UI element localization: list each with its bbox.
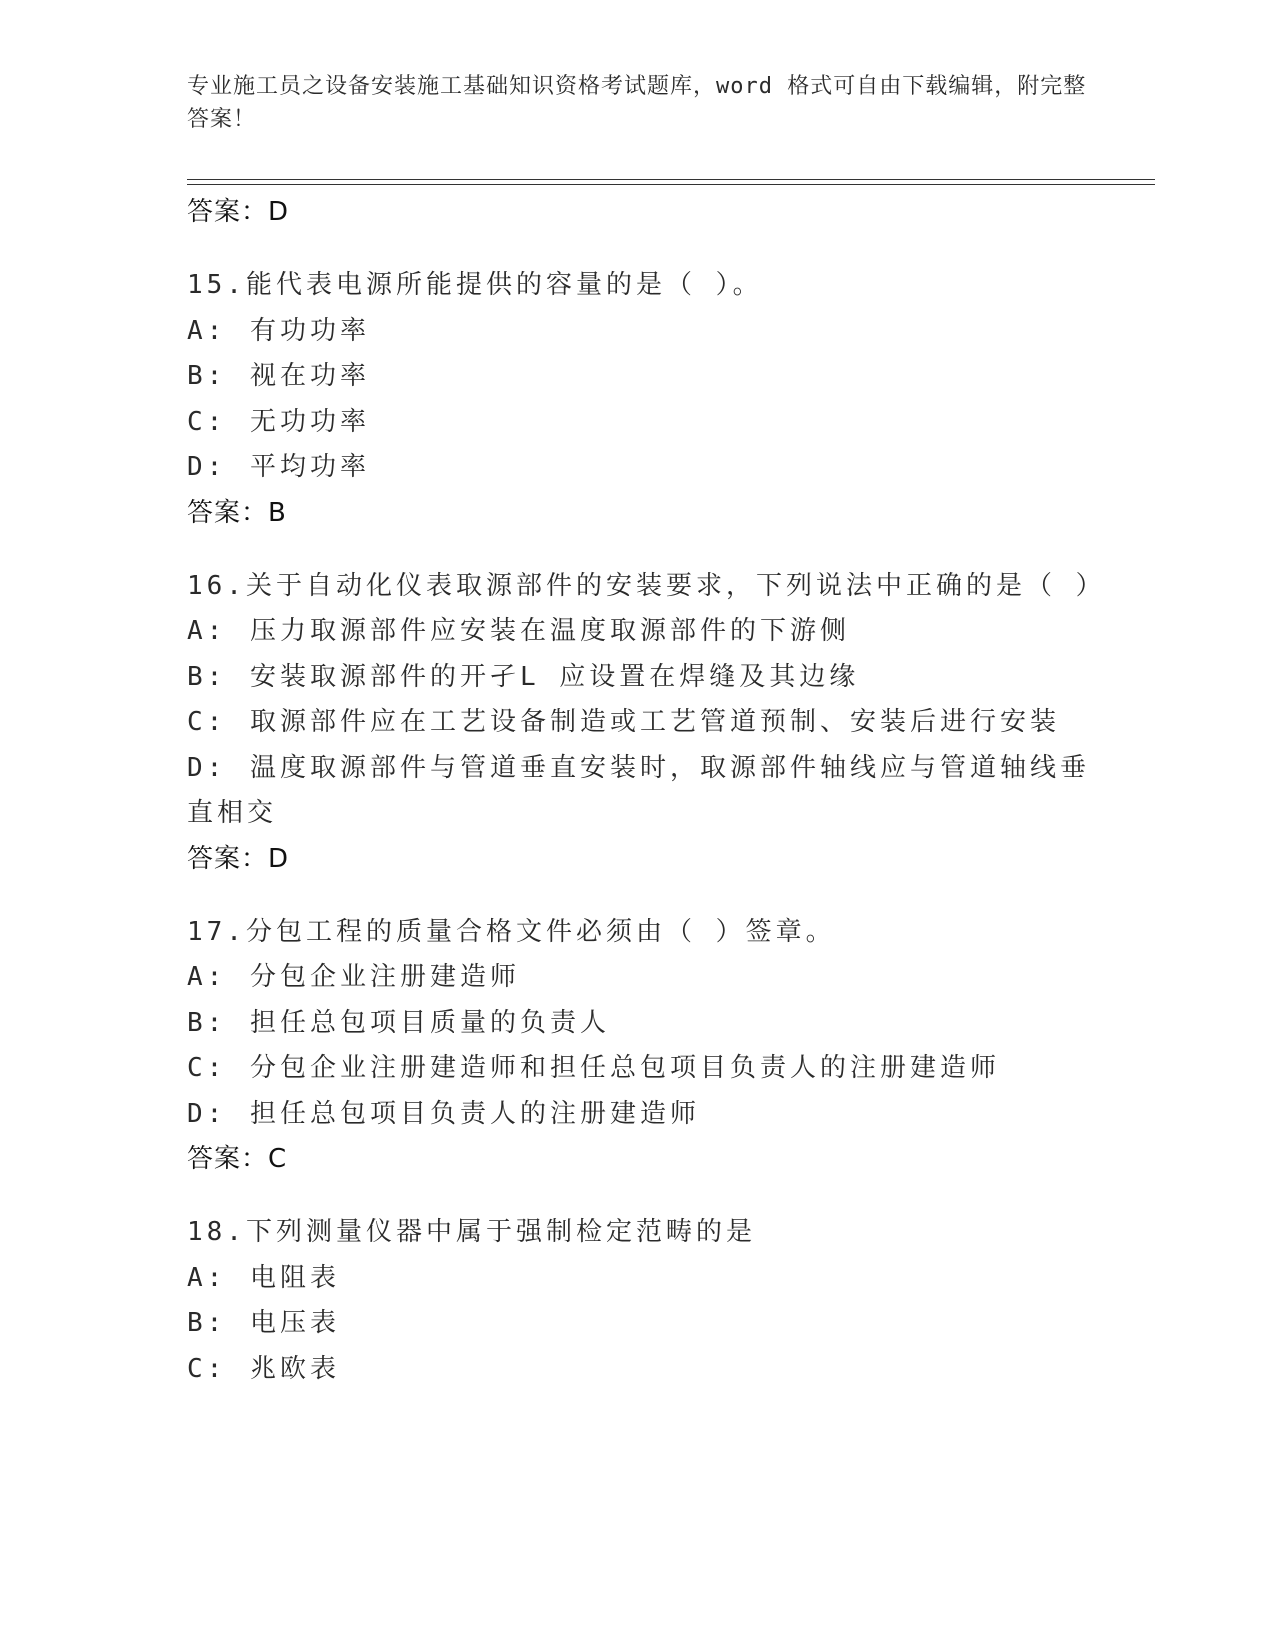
question-stem [187, 910, 1107, 956]
question-stem [187, 1210, 1107, 1256]
option-b [187, 1001, 1107, 1047]
question-number: 17. [187, 916, 246, 947]
option-label: A: [187, 1262, 227, 1293]
option-label: D: [187, 452, 227, 482]
option-text: 视在功率 [249, 361, 370, 391]
question-number: 18. [187, 1217, 246, 1247]
option-c [187, 700, 1107, 746]
question-stem [187, 263, 1107, 309]
option-text: 电压表 [249, 1308, 340, 1338]
option-d [187, 746, 1107, 837]
option-b [187, 354, 1107, 400]
option-text: 安装取源部件的开孑L 应设置在焊缝及其边缘 [249, 661, 860, 692]
option-text: 担任总包项目质量的负责人 [249, 1007, 610, 1038]
option-text: 平均功率 [249, 452, 370, 482]
option-text: 电阻表 [249, 1262, 340, 1293]
header-rule-bottom [187, 184, 1155, 185]
answer-line: 答案：C [187, 1144, 288, 1174]
option-text: 无功功率 [249, 406, 370, 437]
option-a [187, 955, 1107, 1001]
option-b [187, 655, 1107, 701]
question-block [187, 910, 1107, 1183]
question-block [187, 263, 1107, 536]
option-label: B: [187, 361, 227, 391]
option-text: 压力取源部件应安装在温度取源部件的下游侧 [249, 616, 850, 646]
option-label: A: [187, 962, 227, 992]
document-header: 专业施工员之设备安装施工基础知识资格考试题库，word 格式可自由下载编辑，附完整答案！ [187, 74, 1087, 132]
option-a [187, 609, 1107, 655]
option-b [187, 1301, 1107, 1347]
option-label: A: [187, 616, 227, 646]
option-text: 取源部件应在工艺设备制造或工艺管道预制、安装后进行安装 [249, 707, 1060, 737]
question-list [187, 190, 1107, 1392]
option-label: C: [187, 707, 227, 737]
option-label: B: [187, 1007, 227, 1038]
option-text: 有功功率 [249, 315, 370, 346]
question-text: 分包工程的质量合格文件必须由（ ）签章。 [245, 916, 836, 947]
question-block [187, 564, 1107, 882]
option-c [187, 400, 1107, 446]
option-text: 分包企业注册建造师 [249, 962, 520, 992]
option-label: D: [187, 1098, 227, 1129]
answer-line: 答案：D [187, 197, 290, 227]
option-c [187, 1347, 1107, 1393]
option-a [187, 1256, 1107, 1302]
question-block [187, 1210, 1107, 1392]
question-text: 能代表电源所能提供的容量的是（ ）。 [245, 270, 763, 300]
option-label: D: [187, 752, 227, 783]
answer-line: 答案：D [187, 843, 290, 874]
option-text: 兆欧表 [249, 1353, 340, 1384]
option-label: B: [187, 1308, 227, 1338]
option-label: C: [187, 1053, 227, 1083]
option-label: B: [187, 661, 227, 692]
option-text: 分包企业注册建造师和担任总包项目负责人的注册建造师 [249, 1053, 1000, 1083]
answer-line: 答案：B [187, 497, 287, 528]
question-text: 下列测量仪器中属于强制检定范畴的是 [245, 1217, 756, 1247]
question-text: 关于自动化仪表取源部件的安装要求，下列说法中正确的是（ ） [245, 570, 1106, 601]
option-text: 温度取源部件与管道垂直安装时，取源部件轴线应与管道轴线垂直相交 [187, 752, 1090, 828]
option-a [187, 309, 1107, 355]
question-stem [187, 564, 1107, 610]
option-d [187, 1092, 1107, 1138]
question-number: 16. [187, 570, 246, 601]
option-c [187, 1046, 1107, 1092]
header-rule-top [187, 179, 1155, 180]
question-number: 15. [187, 270, 246, 300]
option-label: C: [187, 1353, 227, 1384]
option-d [187, 445, 1107, 491]
option-label: C: [187, 406, 227, 437]
option-label: A: [187, 315, 227, 346]
option-text: 担任总包项目负责人的注册建造师 [249, 1098, 700, 1129]
